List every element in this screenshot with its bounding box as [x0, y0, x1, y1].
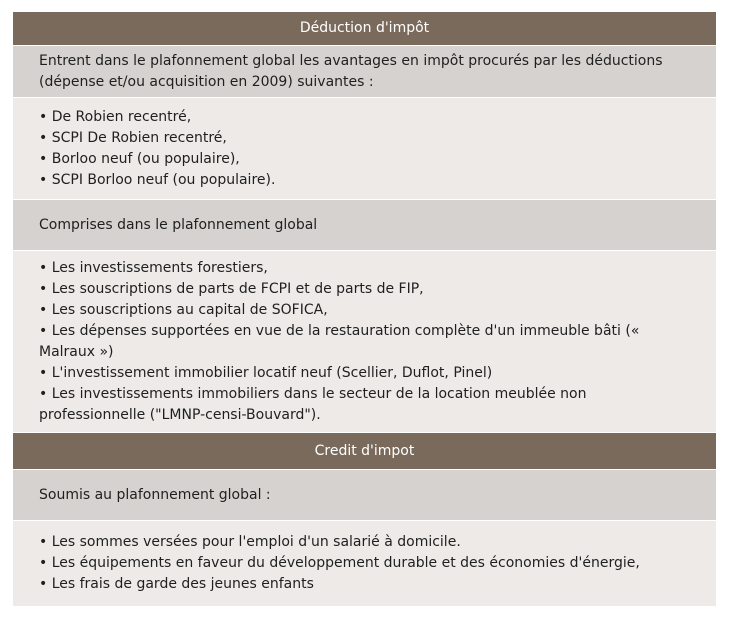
deduction-items-row: [13, 98, 716, 200]
tax-table: [13, 12, 716, 607]
list-item: • Borloo neuf (ou populaire),: [39, 150, 240, 167]
credit-items-row: [13, 521, 716, 607]
credit-intro-text: Soumis au plafonnement global :: [39, 486, 271, 503]
credit-items-list: [39, 532, 640, 595]
credit-intro-row: [13, 470, 716, 521]
list-item: • Les investissements immobiliers dans le secteur de la location meublée non professionnelle ("LMNP-censi-Bouvard").: [39, 385, 587, 423]
deduction-items-list: [39, 107, 275, 191]
list-item: • Les souscriptions au capital de SOFICA,: [39, 301, 328, 318]
list-item: • SCPI De Robien recentré,: [39, 129, 227, 146]
list-item: • Les frais de garde des jeunes enfants: [39, 576, 314, 592]
deduction-intro-row: [13, 46, 716, 98]
list-item: • SCPI Borloo neuf (ou populaire).: [39, 171, 276, 188]
deduction-intro-text: Entrent dans le plafonnement global les avantages en impôt procurés par les déductions (dépense et/ou acquisition en 2009) suivantes :: [39, 52, 663, 90]
list-item: • Les sommes versées pour l'emploi d'un salarié à domicile.: [39, 534, 461, 550]
section-header-credit: Credit d'impot: [13, 433, 716, 470]
list-item: • L'investissement immobilier locatif neuf (Scellier, Duflot, Pinel): [39, 364, 493, 381]
list-item: • Les dépenses supportées en vue de la restauration complète d'un immeuble bâti (« Malraux »): [39, 322, 640, 360]
included-items-list: [39, 258, 690, 426]
included-items-row: [13, 251, 716, 433]
list-item: • Les souscriptions de parts de FCPI et de parts de FIP,: [39, 280, 424, 297]
included-heading-text: Comprises dans le plafonnement global: [39, 216, 318, 233]
list-item: • Les équipements en faveur du développement durable et des économies d'énergie,: [39, 555, 640, 571]
list-item: • De Robien recentré,: [39, 108, 192, 125]
section-header-deduction: Déduction d'impôt: [13, 12, 716, 46]
list-item: • Les investissements forestiers,: [39, 259, 268, 276]
included-heading-row: [13, 200, 716, 251]
